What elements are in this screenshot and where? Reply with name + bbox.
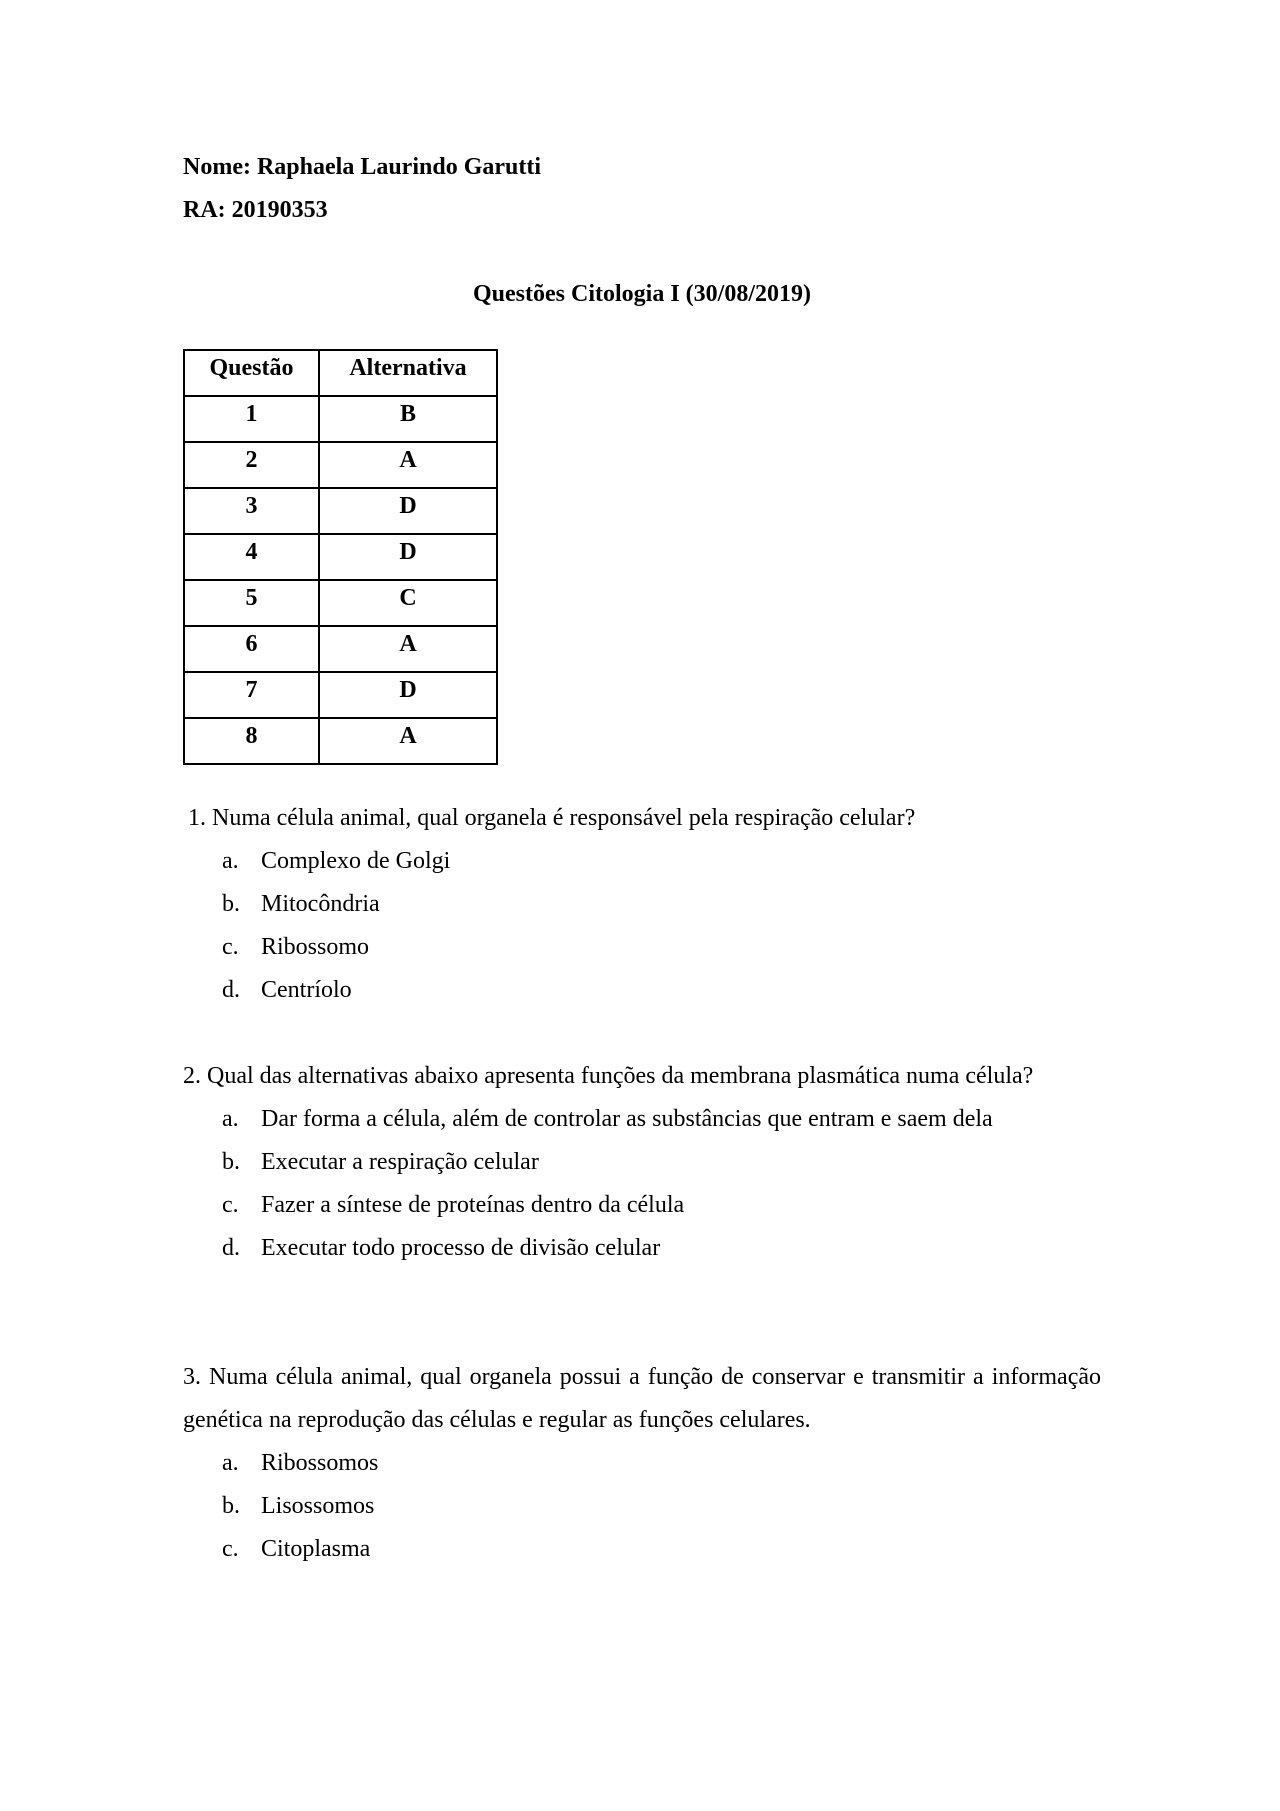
document-page	[183, 146, 1101, 1571]
table-cell: A	[319, 718, 497, 764]
option-text: Centríolo	[261, 977, 352, 1003]
question-1-text: 1. Numa célula animal, qual organela é responsável pela respiração celular?	[188, 805, 916, 831]
table-cell: D	[319, 534, 497, 580]
table-row	[184, 442, 497, 488]
table-cell: 2	[184, 442, 319, 488]
page-title: Questões Citologia I (30/08/2019)	[473, 281, 811, 307]
table-cell: A	[319, 442, 497, 488]
table-row	[184, 534, 497, 580]
option-item	[183, 926, 1101, 969]
table-cell: D	[319, 672, 497, 718]
option-letter: b.	[222, 1493, 240, 1519]
option-letter: c.	[222, 1192, 239, 1218]
question-2-text: 2. Qual das alternativas abaixo apresenta funções da membrana plasmática numa célula?	[183, 1063, 1034, 1089]
option-text: Ribossomo	[261, 934, 370, 960]
table-cell: 4	[184, 534, 319, 580]
table-cell: 6	[184, 626, 319, 672]
option-item	[183, 1485, 1101, 1528]
option-letter: a.	[222, 1450, 239, 1476]
table-cell: D	[319, 488, 497, 534]
question-3-options	[183, 1442, 1101, 1571]
student-name: Nome: Raphaela Laurindo Garutti	[183, 154, 542, 180]
option-letter: a.	[222, 1106, 239, 1132]
table-row	[184, 626, 497, 672]
table-cell: 3	[184, 488, 319, 534]
table-cell: A	[319, 626, 497, 672]
answer-table	[183, 349, 498, 765]
option-text: Ribossomos	[261, 1450, 379, 1476]
option-item	[183, 1098, 1101, 1141]
table-header-row	[184, 350, 497, 396]
option-text: Executar todo processo de divisão celular	[261, 1235, 661, 1261]
table-header-cell: Questão	[184, 350, 319, 396]
option-text: Executar a respiração celular	[261, 1149, 539, 1175]
option-text: Fazer a síntese de proteínas dentro da célula	[261, 1192, 685, 1218]
student-ra: RA: 20190353	[183, 197, 328, 223]
table-cell: 1	[184, 396, 319, 442]
option-text: Mitocôndria	[261, 891, 380, 917]
option-text: Citoplasma	[261, 1536, 371, 1562]
table-cell: B	[319, 396, 497, 442]
question-2-options	[183, 1098, 1101, 1270]
option-letter: c.	[222, 1536, 239, 1562]
option-item	[183, 840, 1101, 883]
option-letter: d.	[222, 977, 240, 1003]
option-text: Complexo de Golgi	[261, 848, 451, 874]
option-item	[183, 1141, 1101, 1184]
table-header-cell: Alternativa	[319, 350, 497, 396]
option-letter: b.	[222, 1149, 240, 1175]
option-item	[183, 883, 1101, 926]
table-cell: 7	[184, 672, 319, 718]
table-row	[184, 488, 497, 534]
table-row	[184, 396, 497, 442]
option-text: Dar forma a célula, além de controlar as substâncias que entram e saem dela	[261, 1106, 993, 1132]
option-letter: d.	[222, 1235, 240, 1261]
table-row	[184, 580, 497, 626]
table-cell: 8	[184, 718, 319, 764]
option-item	[183, 1227, 1101, 1270]
option-item	[183, 969, 1101, 1012]
option-text: Lisossomos	[261, 1493, 375, 1519]
question-1-options	[183, 840, 1101, 1012]
option-item	[183, 1528, 1101, 1571]
option-item	[183, 1184, 1101, 1227]
table-row	[184, 672, 497, 718]
table-row	[184, 718, 497, 764]
question-3-text: 3. Numa célula animal, qual organela possui a função de conservar e transmitir a informação genética na reprodução das células e regular as funções celulares.	[183, 1364, 1101, 1433]
table-cell: 5	[184, 580, 319, 626]
option-letter: a.	[222, 848, 239, 874]
option-letter: c.	[222, 934, 239, 960]
option-item	[183, 1442, 1101, 1485]
table-cell: C	[319, 580, 497, 626]
option-letter: b.	[222, 891, 240, 917]
